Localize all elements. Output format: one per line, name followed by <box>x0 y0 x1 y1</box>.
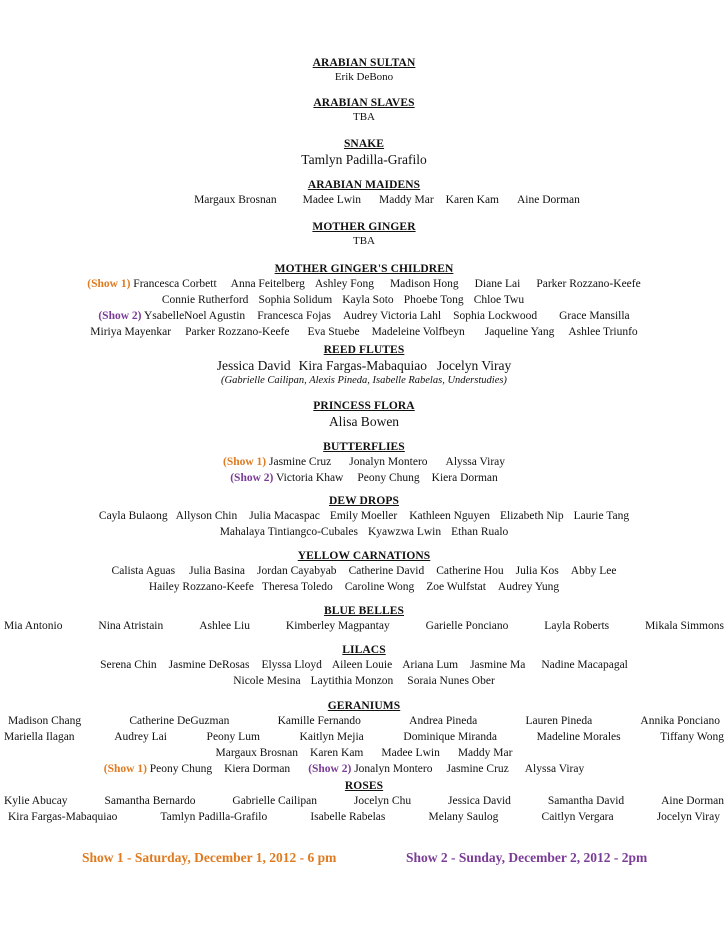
cast-line <box>0 508 728 524</box>
cast-name: Tamlyn Padilla-Grafilo <box>160 811 268 823</box>
cast-name: Peony Chung <box>149 763 213 775</box>
cast-name: Julia Kos <box>515 565 559 577</box>
section-butterflies <box>0 440 728 486</box>
heading-arabian-maidens: ARABIAN MAIDENS <box>307 179 421 191</box>
show1-date: Show 1 - Saturday, December 1, 2012 - 6 pm <box>82 850 337 865</box>
cast-name: Ashley Fong <box>314 278 374 290</box>
cast-name: Jessica David <box>448 795 511 807</box>
cast-name: Phoebe Tong <box>403 294 464 306</box>
cast-line <box>0 618 728 634</box>
cast-name: Aine Dorman <box>661 795 724 807</box>
cast-name: Gabrielle Cailipan <box>232 795 318 807</box>
section-princess-flora <box>0 399 728 430</box>
understudies-note: (Gabrielle Cailipan, Alexis Pineda, Isabelle Rabelas, Understudies) <box>221 375 507 386</box>
cast-name: Diane Lai <box>474 278 521 290</box>
cast-name: Sophia Solidum <box>258 294 333 306</box>
cast-line <box>0 308 728 324</box>
cast-name: Jonalyn Montero <box>354 763 433 775</box>
heading-arabian-sultan: ARABIAN SULTAN <box>312 57 416 69</box>
section-mother-gingers-children <box>0 262 728 340</box>
cast-name: Cayla Bulaong <box>98 510 168 522</box>
cast-name: Madison Chang <box>8 715 82 727</box>
cast-name: Isabelle Rabelas <box>310 811 386 823</box>
cast-name: Madeleine Volfbeyn <box>371 326 465 338</box>
cast-line <box>0 809 728 825</box>
section-arabian-slaves <box>0 96 728 124</box>
heading-princess-flora: PRINCESS FLORA <box>313 400 415 412</box>
cast-name: Serena Chin <box>100 659 157 671</box>
cast-name: Connie Rutherford <box>161 294 249 306</box>
cast-name: Nina Atristain <box>98 620 164 632</box>
cast-name: Jocelyn Viray <box>656 811 720 823</box>
show2-label: (Show 2) <box>230 472 274 484</box>
cast-name: Abby Lee <box>570 565 617 577</box>
cast-name: Jocelyn Chu <box>353 795 412 807</box>
heading-geraniums: GERANIUMS <box>327 700 401 712</box>
cast-name: Mahalaya Tintiangco-Cubales <box>219 526 358 538</box>
cast-name: Ashlee Liu <box>199 620 250 632</box>
cast-name: Maddy Mar <box>379 194 434 206</box>
cast-name: Jaqueline Yang <box>484 326 555 338</box>
section-dew-drops <box>0 494 728 540</box>
cast-name: Laytithia Monzon <box>310 675 394 687</box>
cast-name: Jasmine DeRosas <box>168 659 250 671</box>
cast-name: Nadine Macapagal <box>541 659 628 671</box>
cast-line <box>0 793 728 809</box>
cast-name: Kiera Dorman <box>224 763 291 775</box>
cast-name: TBA <box>353 235 375 247</box>
heading-roses: ROSES <box>344 780 384 792</box>
cast-line <box>0 454 728 470</box>
cast-name: Miriya Mayenkar <box>90 326 172 338</box>
show1-label: (Show 1) <box>103 763 147 775</box>
cast-name: Jasmine Cruz <box>446 763 509 775</box>
cast-name: Francesca Corbett <box>133 278 217 290</box>
cast-name: Julia Macaspac <box>249 510 320 522</box>
cast-name: Catherine David <box>348 565 425 577</box>
cast-name: Alyssa Viray <box>524 763 585 775</box>
cast-name: Ariana Lum <box>402 659 459 671</box>
cast-name: Nicole Mesina <box>233 675 301 687</box>
cast-name: Kiera Dorman <box>431 472 498 484</box>
cast-name: Audrey Lai <box>114 731 167 743</box>
heading-butterflies: BUTTERFLIES <box>323 441 405 453</box>
cast-name: Jasmine Ma <box>470 659 526 671</box>
cast-name: Margaux Brosnan <box>194 194 277 206</box>
cast-name: Kimberley Magpantay <box>285 620 390 632</box>
cast-name: Allyson Chin <box>175 510 238 522</box>
cast-name: Madee Lwin <box>381 747 440 759</box>
cast-name: Layla Roberts <box>544 620 610 632</box>
cast-line <box>0 713 728 729</box>
cast-line <box>0 276 728 292</box>
cast-name: Samantha David <box>547 795 625 807</box>
cast-name: Julia Basina <box>189 565 246 577</box>
heading-snake: SNAKE <box>343 138 385 150</box>
heading-arabian-slaves: ARABIAN SLAVES <box>313 97 415 109</box>
cast-name: Catherine DeGuzman <box>129 715 230 727</box>
heading-dew-drops: DEW DROPS <box>328 495 400 507</box>
show1-label: (Show 1) <box>222 456 267 468</box>
cast-name: Mariella Ilagan <box>4 731 75 743</box>
section-arabian-sultan <box>0 56 728 84</box>
heading-blue-belles: BLUE BELLES <box>323 605 405 617</box>
cast-name: Kylie Abucay <box>4 795 68 807</box>
cast-name: Calista Aguas <box>111 565 176 577</box>
cast-line <box>0 745 728 761</box>
cast-line <box>0 729 728 745</box>
cast-name: Zoe Wulfstat <box>426 581 486 593</box>
section-blue-belles <box>0 604 728 634</box>
cast-name: Caitlyn Vergara <box>541 811 614 823</box>
cast-name: Kira Fargas-Mabaquiao <box>298 358 427 373</box>
cast-name: Grace Mansilla <box>559 310 630 322</box>
cast-name: Dominique Miranda <box>403 731 497 743</box>
show1-label: (Show 1) <box>87 278 131 290</box>
show2-label: (Show 2) <box>308 763 352 775</box>
heading-yellow-carnations: YELLOW CARNATIONS <box>297 550 431 562</box>
cast-name: Tamlyn Padilla-Grafilo <box>301 152 427 167</box>
section-roses <box>0 779 728 825</box>
heading-lilacs: LILACS <box>342 644 386 656</box>
cast-name: Karen Kam <box>310 747 364 759</box>
cast-name: Garielle Ponciano <box>425 620 509 632</box>
cast-name: Audrey Victoria Lahl <box>342 310 442 322</box>
section-mother-ginger <box>0 220 728 248</box>
cast-name: TBA <box>353 111 375 123</box>
cast-name: Melany Saulog <box>428 811 499 823</box>
cast-name: Peony Chung <box>357 472 420 484</box>
cast-name: Maddy Mar <box>457 747 513 759</box>
show2-label: (Show 2) <box>98 310 142 322</box>
cast-line <box>0 524 728 540</box>
cast-name: Alisa Bowen <box>328 414 400 429</box>
cast-name: Jocelyn Viray <box>436 358 512 373</box>
cast-name: Francesca Fojas <box>257 310 331 322</box>
cast-name: Mikala Simmons <box>645 620 724 632</box>
section-arabian-maidens <box>0 178 728 208</box>
cast-name: Sophia Lockwood <box>453 310 538 322</box>
section-snake <box>0 137 728 168</box>
heading-reed-flutes: REED FLUTES <box>323 344 405 356</box>
cast-name: Victoria Khaw <box>276 472 344 484</box>
cast-name: Madee Lwin <box>302 194 362 206</box>
cast-name: Kaitlyn Mejia <box>299 731 364 743</box>
heading-mother-ginger: MOTHER GINGER <box>312 221 416 233</box>
cast-name: Madeline Morales <box>536 731 621 743</box>
cast-line <box>0 324 728 340</box>
cast-name: Laurie Tang <box>573 510 630 522</box>
cast-name: Madison Hong <box>389 278 459 290</box>
cast-line <box>0 470 728 486</box>
cast-name: Karen Kam <box>445 194 499 206</box>
cast-name: Kyawzwa Lwin <box>368 526 442 538</box>
cast-name: Anna Feitelberg <box>230 278 305 290</box>
section-reed-flutes <box>0 343 728 388</box>
cast-name: Jessica David <box>216 358 291 373</box>
cast-name: Lauren Pineda <box>525 715 593 727</box>
cast-name: Soraia Nunes Ober <box>407 675 495 687</box>
cast-name: Ashlee Triunfo <box>568 326 638 338</box>
cast-line <box>0 657 728 673</box>
cast-name: Elyssa Lloyd <box>261 659 322 671</box>
cast-name: Catherine Hou <box>436 565 504 577</box>
section-geraniums <box>0 699 728 777</box>
cast-name: Tiffany Wong <box>660 731 724 743</box>
cast-line <box>0 761 728 777</box>
cast-line <box>0 192 728 208</box>
cast-name: Parker Rozzano-Keefe <box>185 326 290 338</box>
cast-line <box>0 292 728 308</box>
cast-name: Caroline Wong <box>344 581 415 593</box>
cast-name: Kathleen Nguyen <box>409 510 491 522</box>
cast-name: Margaux Brosnan <box>215 747 299 759</box>
cast-name: Parker Rozzano-Keefe <box>536 278 641 290</box>
cast-line <box>0 579 728 595</box>
section-lilacs <box>0 643 728 689</box>
cast-line <box>0 357 728 374</box>
cast-name: Chloe Twu <box>473 294 525 306</box>
cast-name: Hailey Rozzano-Keefe <box>148 581 254 593</box>
cast-name: Jordan Cayabyab <box>257 565 337 577</box>
cast-name: Eva Stuebe <box>307 326 360 338</box>
cast-name: Ethan Rualo <box>451 526 509 538</box>
cast-name: Aine Dorman <box>517 194 580 206</box>
cast-name: Peony Lum <box>206 731 260 743</box>
cast-name: Andrea Pineda <box>409 715 478 727</box>
cast-name: Jonalyn Montero <box>349 456 428 468</box>
cast-name: Elizabeth Nip <box>500 510 564 522</box>
cast-name: Kira Fargas-Mabaquiao <box>8 811 118 823</box>
heading-mother-gingers-children: MOTHER GINGER'S CHILDREN <box>274 263 454 275</box>
cast-name: Audrey Yung <box>497 581 560 593</box>
show2-date: Show 2 - Sunday, December 2, 2012 - 2pm <box>406 850 648 865</box>
cast-name: Jasmine Cruz <box>269 456 332 468</box>
cast-name: Erik DeBono <box>334 71 394 83</box>
section-yellow-carnations <box>0 549 728 595</box>
cast-name: YsabelleNoel Agustin <box>143 310 246 322</box>
cast-line <box>0 563 728 579</box>
show-dates-footer <box>0 850 728 870</box>
cast-name: Alyssa Viray <box>445 456 506 468</box>
cast-name: Aileen Louie <box>331 659 393 671</box>
cast-name: Annika Ponciano <box>640 715 720 727</box>
cast-name: Theresa Toledo <box>261 581 333 593</box>
cast-name: Emily Moeller <box>329 510 398 522</box>
cast-name: Samantha Bernardo <box>104 795 196 807</box>
cast-line <box>0 673 728 689</box>
cast-name: Mia Antonio <box>4 620 63 632</box>
cast-name: Kayla Soto <box>342 294 394 306</box>
cast-name: Kamille Fernando <box>277 715 361 727</box>
